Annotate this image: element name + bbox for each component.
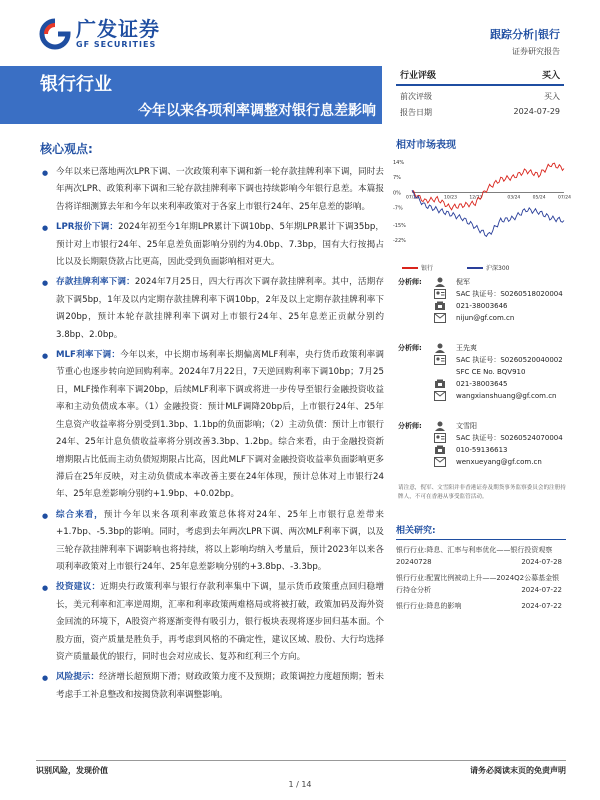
phone-icon — [434, 379, 446, 389]
bullet-body: 预计今年以来各项利率政策总体将对24年、25年上市银行息差带来+1.7bp、-5.3bp的影响。同时，考虑到去年两次LPR下调、两次MLF利率下调，以及三轮存款挂牌利率下调影响也将持续，将以上影响均纳入考量后，预计2023年以来各项利率政策对上市银行24年、25年息差影响分别约+3.8bp、-3.3bp。 — [56, 509, 384, 572]
x-tick-label: 12/23 — [469, 195, 483, 201]
analyst-row — [398, 354, 568, 366]
analyst-row — [398, 456, 568, 468]
bullet-dot-icon: ● — [42, 674, 49, 683]
bullet-dot-icon: ● — [42, 224, 49, 233]
prev-rating-value: 买入 — [544, 92, 560, 101]
bullet-lead: LPR报价下调： — [56, 222, 119, 233]
mail-icon — [434, 313, 446, 323]
related-item-date: 2024-07-28 — [521, 558, 562, 566]
analyst-sac: SAC 执证号：S0260520040002 — [456, 356, 563, 364]
id-card-icon — [434, 433, 446, 443]
analyst-row — [398, 288, 568, 300]
bullet-item — [42, 219, 384, 271]
bullet-lead: 存款挂牌利率下调： — [56, 277, 135, 288]
related-title: 相关研究: — [396, 523, 566, 540]
person-icon — [434, 277, 446, 287]
rating-box — [396, 68, 564, 118]
report-category: 证券研究报告 — [512, 47, 560, 56]
bullet-body: 2024年初至今1年期LPR累计下调10bp、5年期LPR累计下调35bp，预计对上市银行24年、25年息差负面影响分别约为4.0bp、7.3bp，国有大行按揭占比以及长期限贷款占比更高，因此受到负面影响相对更大。 — [56, 222, 384, 268]
bullet-dot-icon: ● — [42, 279, 49, 288]
analyst-row — [398, 390, 568, 402]
report-date-value: 2024-07-29 — [513, 107, 560, 116]
footer-slogan: 识别风险，发现价值 — [36, 766, 108, 775]
x-tick-label: 03/24 — [507, 195, 521, 201]
bullet-item — [42, 669, 384, 704]
company-logo — [38, 18, 160, 49]
industry-title: 银行行业 — [40, 74, 112, 95]
bullet-text — [56, 274, 384, 344]
mail-icon — [434, 457, 446, 467]
related-item-text: 银行行业:降息的影响 — [396, 602, 462, 610]
person-icon — [434, 343, 446, 353]
spacer — [434, 367, 446, 377]
legend-index: 沪深300 — [486, 265, 510, 272]
analyst-row — [398, 420, 568, 432]
x-tick-label: 07/24 — [558, 195, 571, 201]
related-item-text: 银行行业:配置比例被动上升——2024Q2公募基金银行持仓分析 — [396, 574, 560, 594]
x-tick-label: 05/24 — [532, 195, 546, 201]
id-card-icon — [434, 355, 446, 365]
legend-index-swatch — [467, 267, 483, 269]
performance-title: 相对市场表现 — [396, 140, 456, 151]
relative-performance-chart — [392, 156, 571, 256]
analyst-sfc: SFC CE No. BQV910 — [456, 368, 526, 376]
prev-rating-label: 前次评级 — [400, 92, 432, 101]
analyst-email[interactable]: wenxueyang@gf.com.cn — [456, 458, 542, 466]
bullet-dot-icon: ● — [42, 352, 49, 361]
y-tick-label: 0% — [393, 190, 401, 197]
y-tick-label: -7% — [393, 205, 403, 212]
bullet-text — [56, 347, 384, 504]
analyst-phone: 021-38003646 — [456, 302, 508, 310]
analyst-sac: SAC 执证号：S0260524070004 — [456, 434, 563, 442]
bullet-text — [56, 219, 384, 271]
bullet-lead: 投资建议： — [56, 582, 101, 593]
chart-legend — [402, 263, 509, 272]
related-item-date: 2024-07-22 — [521, 586, 562, 594]
rating-label: 行业评级 — [400, 71, 437, 81]
y-tick-label: -15% — [393, 222, 406, 229]
analyst-name: 文雪阳 — [456, 422, 477, 430]
analyst-name: 王先爽 — [456, 344, 477, 352]
bullet-dot-icon: ● — [42, 511, 49, 520]
analyst-phone: 021-38003645 — [456, 380, 508, 388]
analyst-row — [398, 432, 568, 444]
analyst-phone: 010-59136613 — [456, 446, 508, 454]
gf-logo-icon — [38, 19, 72, 49]
bullet-text — [56, 507, 384, 577]
rating-value: 买入 — [541, 71, 560, 81]
analyst-email[interactable]: wangxianshuang@gf.com.cn — [456, 392, 557, 400]
disclaimer: 请注意，倪军、文雪阳并非香港证券及期货事务监察委员会的注册持牌人，不可在香港从事受监管活动。 — [398, 485, 566, 500]
analyst-email[interactable]: nijun@gf.com.cn — [456, 314, 515, 322]
legend-bank-swatch — [402, 267, 418, 269]
analyst-row — [398, 300, 568, 312]
bullet-lead: MLF利率下调： — [56, 350, 121, 361]
bullet-item — [42, 164, 384, 216]
report-type: 跟踪分析|银行 — [489, 28, 560, 41]
bullet-body: 2024年7月25日，四大行再次下调存款挂牌利率。其中，活期存款下调5bp，1年及以内定期存款挂牌利率下调10bp，2年及以上定期存款挂牌利率下调20bp，预计本轮存款挂牌利率下调对上市银行24年、25年息差正贡献分别约3.8bp、2.0bp。 — [56, 277, 384, 340]
bullet-body: 近期央行政策利率与银行存款利率集中下调，显示货币政策重点回归稳增长，美元利率和汇率逆周期，汇率和利率政策两难格局或将被打破，政策加码及海外资金回流的环境下，A股资产将逐渐变得有吸引力，银行板块表现将逐步回归基本面。个股方面，资产质量是胜负手，再考虑到风格的不确定性，建议区域、股份、大行均选择资产质量最优的银行，同时也会对应成长、复苏和红利三个方向。 — [56, 582, 384, 662]
bullet-item — [42, 347, 384, 504]
bullet-body: 经济增长超预期下滑；财政政策力度不及预期；政策调控力度超预期；暂未考虑手工补息整改和按揭贷款利率调整影响。 — [56, 672, 384, 700]
bullet-dot-icon: ● — [42, 169, 49, 177]
analyst-role: 分析师: — [398, 344, 422, 352]
logo-cn-text: 广发证券 — [76, 17, 160, 41]
header-right — [490, 26, 560, 57]
related-research — [396, 523, 566, 612]
y-tick-label: 7% — [393, 175, 401, 182]
bullet-lead: 综合来看， — [56, 509, 104, 520]
bullet-text — [56, 669, 384, 704]
person-icon — [434, 421, 446, 431]
x-tick-label: 07/23 — [406, 195, 419, 201]
bullet-body: 今年以来已落地两次LPR下调、一次政策利率下调和新一轮存款挂牌利率下调，同时去年两次LPR、政策利率下调和三轮存款挂牌利率下调也持续影响今年银行息差。本篇报告将详细测算去年和今年以来利率政策对于各家上市银行24年、25年息差的影响。 — [56, 167, 384, 212]
bullet-text — [56, 164, 384, 216]
bullet-body: 今年以来，中长期市场利率长期偏离MLF利率，央行货币政策利率调节重心也逐步转向逆回购利率。2024年7月22日，7天逆回购利率下调10bp；7月25日，MLF操作利率下调20bp，后续MLF利率下调或将进一步传导至银行金融投资收益率和主动负债成本率。（1）金融投资：预计MLF调降20bp后，上市银行24年、25年生息资产收益率将分别受到1.3bp、1.1bp的负面影响；（2）主动负债：预计上市银行24年、25年计息负债收益率将分别改善3.3bp、1.2bp。综合来看，由于金融投资新增期限占比低而主动负债短期限占比高，因此MLF下调对金融投资收益率负面影响更多滞后在25年反映，对主动负债成本率改善主要在24年体现，预计总体对上市银行24年、25年息差影响分别约+1.9bp、+0.02bp。 — [56, 350, 384, 500]
report-date-label: 报告日期 — [400, 108, 432, 117]
bullet-dot-icon: ● — [42, 584, 49, 593]
analyst-sac: SAC 执证号：S0260518020004 — [456, 290, 563, 298]
analyst-row — [398, 378, 568, 390]
bullet-item — [42, 579, 384, 666]
analyst-row — [398, 366, 568, 378]
analyst-role: 分析师: — [398, 422, 422, 430]
logo-en-text: GF SECURITIES — [76, 40, 157, 49]
analyst-row — [398, 342, 568, 354]
phone-icon — [434, 445, 446, 455]
bullet-text — [56, 579, 384, 666]
analyst-card — [398, 420, 568, 468]
analyst-row — [398, 444, 568, 456]
phone-icon — [434, 301, 446, 311]
analyst-name: 倪军 — [456, 278, 470, 286]
analyst-row — [398, 312, 568, 324]
related-item[interactable] — [396, 544, 566, 568]
related-item[interactable] — [396, 600, 566, 612]
bullet-lead: 风险提示： — [56, 672, 100, 683]
related-item-date: 2024-07-22 — [521, 602, 562, 610]
y-tick-label: 14% — [393, 160, 405, 166]
legend-bank: 银行 — [421, 265, 434, 272]
title-banner — [0, 66, 382, 124]
core-views-list — [42, 164, 384, 707]
id-card-icon — [434, 289, 446, 299]
analyst-card — [398, 342, 568, 402]
analyst-row — [398, 276, 568, 288]
footer-divider — [36, 760, 566, 761]
x-tick-label: 10/23 — [444, 195, 457, 201]
series-line-bank — [412, 163, 564, 210]
report-headline: 今年以来各项利率调整对银行息差影响 — [138, 103, 376, 119]
analyst-role: 分析师: — [398, 278, 422, 286]
mail-icon — [434, 391, 446, 401]
related-item[interactable] — [396, 572, 566, 596]
analyst-card — [398, 276, 568, 324]
page-number: 1 / 14 — [288, 780, 312, 789]
footer-disclaimer-note: 请务必阅读末页的免责声明 — [470, 766, 566, 775]
related-item-text: 银行行业:降息、汇率与利率优化——银行投资观察20240728 — [396, 546, 553, 566]
bullet-item — [42, 274, 384, 344]
y-tick-label: -22% — [393, 238, 406, 244]
bullet-item — [42, 507, 384, 577]
core-views-title: 核心观点: — [40, 142, 93, 156]
